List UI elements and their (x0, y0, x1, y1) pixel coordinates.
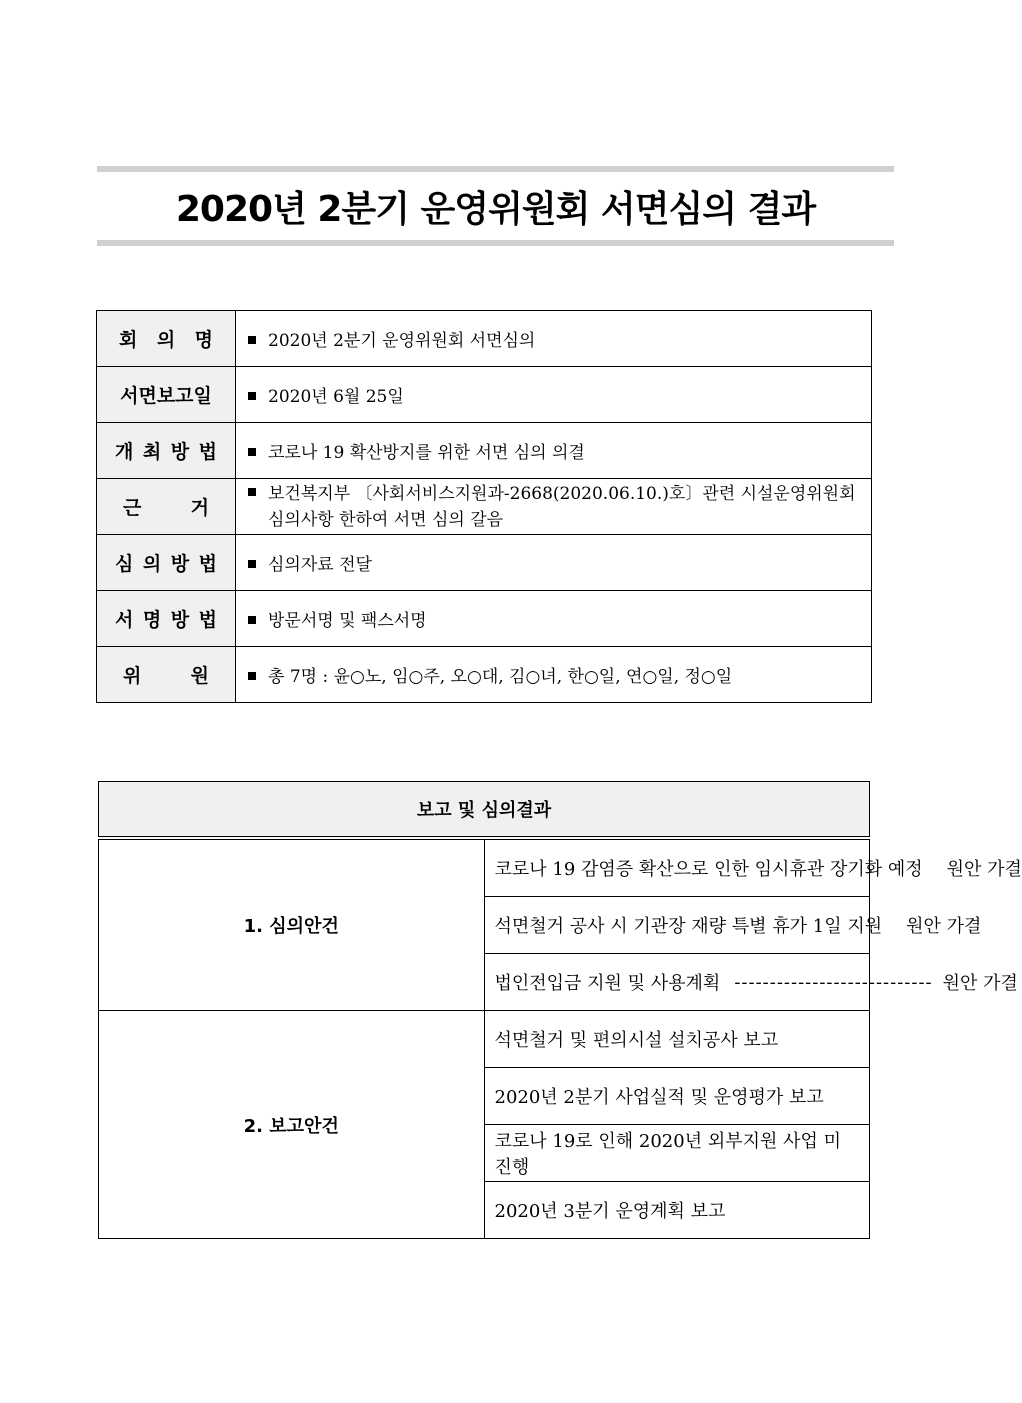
label-spaced: 회 의 명 (119, 329, 213, 351)
label-spaced: 개 최 방 법 (115, 441, 217, 463)
info-value (236, 535, 872, 591)
info-row-signature-method (97, 591, 872, 647)
signature-method-value: 방문서명 및 팩스서명 (268, 611, 427, 631)
info-label (97, 423, 236, 479)
review-item-text: 코로나 19 감염증 확산으로 인한 임시휴관 장기화 예정 (494, 859, 923, 880)
report-date-label: 서면보고일 (120, 385, 212, 407)
document-title: 2020년 2분기 운영위원회 서면심의 결과 (175, 188, 816, 230)
info-value (236, 647, 872, 703)
info-row-meeting-name (97, 311, 872, 367)
review-item-text: 석면철거 공사 시 기관장 재량 특별 휴가 1일 지원 (494, 916, 883, 937)
report-date-value: 2020년 6월 25일 (268, 387, 404, 407)
info-label (97, 311, 236, 367)
info-value (236, 591, 872, 647)
results-header: 보고 및 심의결과 (99, 782, 870, 839)
basis-value-line1: 보건복지부 〔사회서비스지원과-2668(2020.06.10.)호〕관련 시설운영위원회 (268, 483, 856, 504)
bullet-icon (248, 448, 256, 456)
review-item (484, 838, 1022, 897)
bullet-icon (248, 616, 256, 624)
review-item (484, 954, 1018, 1011)
info-row-review-method (97, 535, 872, 591)
info-value (236, 423, 872, 479)
bullet-icon (248, 672, 256, 680)
review-item-text: 법인전입금 지원 및 사용계획 (494, 973, 721, 994)
meeting-name-value: 2020년 2분기 운영위원회 서면심의 (268, 331, 536, 351)
meeting-info-table (96, 310, 872, 703)
label-spaced: 심 의 방 법 (115, 553, 217, 575)
table-row (99, 838, 870, 897)
method-value: 코로나 19 확산방지를 위한 서면 심의 의결 (268, 443, 585, 463)
info-label (97, 591, 236, 647)
report-item: 석면철거 및 편의시설 설치공사 보고 (484, 1011, 870, 1068)
review-item-outcome: 원안 가결 (946, 859, 1022, 880)
leader-dashes: ---------------------------- (734, 971, 933, 993)
members-value: 총 7명 : 윤○노, 임○주, 오○대, 김○녀, 한○일, 연○일, 정○일 (268, 667, 733, 687)
review-method-value: 심의자료 전달 (268, 555, 372, 575)
info-label (97, 479, 236, 535)
info-row-report-date (97, 367, 872, 423)
info-row-members (97, 647, 872, 703)
label-spaced: 위 원 (123, 665, 209, 687)
section1-label: 1. 심의안건 (99, 838, 485, 1011)
results-table (98, 781, 1022, 1239)
bullet-icon (248, 392, 256, 400)
section2-label: 2. 보고안건 (99, 1011, 485, 1239)
info-value (236, 479, 872, 535)
info-label (97, 535, 236, 591)
info-label (97, 367, 236, 423)
label-spaced: 근 거 (123, 497, 209, 519)
review-item-outcome: 원안 가결 (942, 973, 1018, 994)
table-row (99, 1011, 870, 1068)
review-item (484, 897, 982, 954)
bullet-icon (248, 488, 256, 496)
info-label (97, 647, 236, 703)
report-item: 코로나 19로 인해 2020년 외부지원 사업 미진행 (484, 1125, 870, 1182)
info-row-basis (97, 479, 872, 535)
bullet-icon (248, 336, 256, 344)
info-value (236, 311, 872, 367)
results-header-row (99, 782, 870, 839)
basis-value-line2: 심의사항 한하여 서면 심의 갈음 (268, 509, 504, 530)
title-bottom-rule (97, 240, 894, 246)
review-item-outcome: 원안 가결 (906, 916, 982, 937)
report-item: 2020년 3분기 운영계획 보고 (484, 1182, 870, 1239)
label-spaced: 서 명 방 법 (115, 609, 217, 631)
bullet-icon (248, 560, 256, 568)
info-row-method (97, 423, 872, 479)
info-value (236, 367, 872, 423)
report-item: 2020년 2분기 사업실적 및 운영평가 보고 (484, 1068, 870, 1125)
